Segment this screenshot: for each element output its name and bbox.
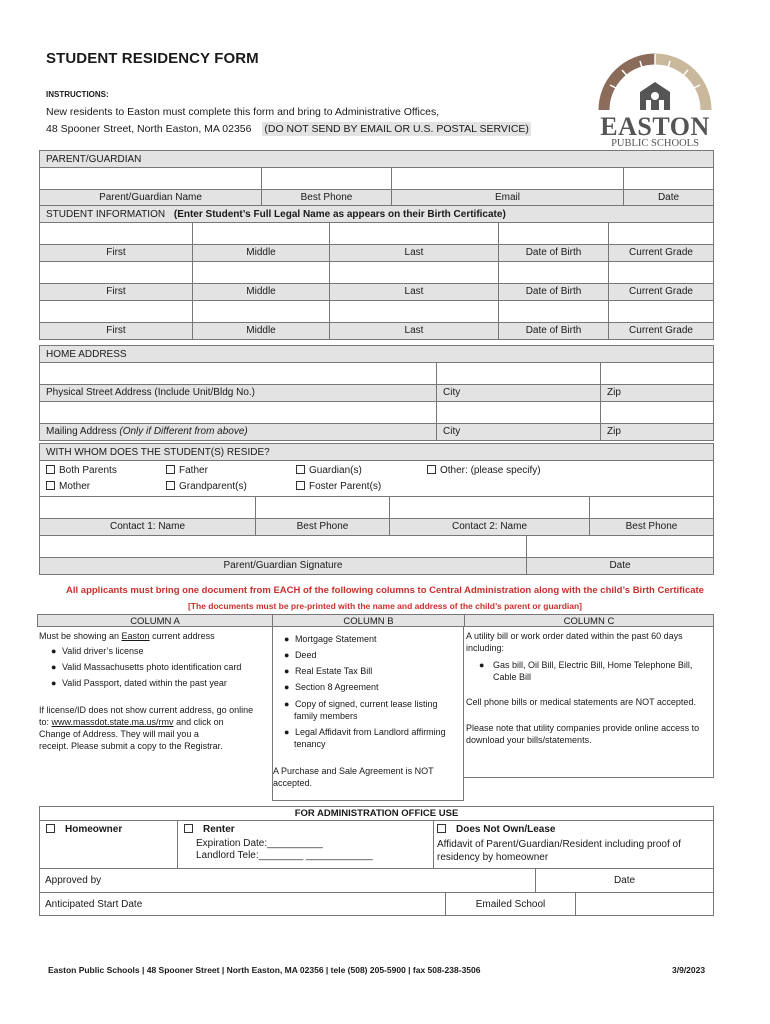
option-label: Other: (please specify) xyxy=(440,465,541,476)
student2-last-field[interactable] xyxy=(330,262,499,283)
student1-dob-field[interactable] xyxy=(499,223,609,244)
document-notice: All applicants must bring one document from EACH of the following columns to Central Administration along with the child’s Birth Certificate xyxy=(66,585,704,596)
student2-last-label: Last xyxy=(330,284,499,300)
student3-dob-field[interactable] xyxy=(499,301,609,322)
column-a-note-line: receipt. Please submit a copy to the Registrar. xyxy=(39,741,223,751)
home-address-section xyxy=(39,345,714,441)
contact2-phone-field[interactable] xyxy=(590,497,713,518)
column-a-item-text: Valid driver’s license xyxy=(61,646,144,656)
checkbox-icon xyxy=(296,481,305,490)
column-b-title: COLUMN B xyxy=(272,614,464,627)
student-info-title: STUDENT INFORMATION xyxy=(46,209,166,220)
column-a-note-post: and click on xyxy=(173,717,224,727)
physical-city-field[interactable] xyxy=(437,363,601,384)
column-c-title: COLUMN C xyxy=(464,614,714,627)
column-a-item-1: ● Valid driver’s license xyxy=(51,646,144,656)
affidavit-text: Affidavit of Parent/Guardian/Resident including proof of residency by homeowner xyxy=(437,839,681,863)
student2-dob-label: Date of Birth xyxy=(499,284,609,300)
instructions-label: INSTRUCTIONS: xyxy=(46,90,109,99)
column-b-item-5: ● Copy of signed, current lease listing family members xyxy=(284,699,438,721)
student3-last-field[interactable] xyxy=(330,301,499,322)
student3-grade-field[interactable] xyxy=(609,301,713,322)
parent-guardian-header: PARENT/GUARDIAN xyxy=(40,151,713,168)
column-b-item-text: Copy of signed, current lease listing family members xyxy=(294,699,438,721)
student2-middle-field[interactable] xyxy=(193,262,330,283)
landlord-phone-field[interactable]: Landlord Tele:________ ____________ xyxy=(196,850,373,861)
admin-date-label: Date xyxy=(613,875,636,886)
checkbox-icon xyxy=(427,465,436,474)
signature-field[interactable] xyxy=(40,536,527,557)
student1-first-field[interactable] xyxy=(40,223,193,244)
checkbox-icon xyxy=(166,465,175,474)
contact2-name-label: Contact 2: Name xyxy=(390,519,590,535)
column-c-intro: A utility bill or work order dated within the past 60 days including: xyxy=(466,631,683,653)
mailing-city-field[interactable] xyxy=(437,402,601,423)
student2-first-label: First xyxy=(40,284,193,300)
office-address: 48 Spooner Street, North Easton, MA 02356 xyxy=(46,123,252,135)
checkbox-icon xyxy=(437,824,446,833)
homeowner-option[interactable] xyxy=(40,821,178,868)
column-c-item: ● Gas bill, Oil Bill, Electric Bill, Home Telephone Bill, Cable Bill xyxy=(479,660,693,682)
student1-first-label: First xyxy=(40,245,193,261)
column-c-note-1: Cell phone bills or medical statements are NOT accepted. xyxy=(466,697,696,707)
start-date-field[interactable] xyxy=(40,893,446,915)
student3-middle-field[interactable] xyxy=(193,301,330,322)
option-other[interactable] xyxy=(427,465,541,476)
mailing-zip-label: Zip xyxy=(601,424,713,440)
column-a-item-text: Valid Massachusetts photo identification card xyxy=(61,662,242,672)
does-not-own-option[interactable] xyxy=(434,821,713,868)
admin-title: FOR ADMINISTRATION OFFICE USE xyxy=(40,807,713,821)
document-notice-sub: [The documents must be pre-printed with the name and address of the child’s parent or guardian] xyxy=(187,601,583,611)
reside-header: WITH WHOM DOES THE STUDENT(S) RESIDE? xyxy=(40,444,713,461)
document-columns xyxy=(37,614,714,788)
student3-grade-label: Current Grade xyxy=(609,323,713,339)
contact2-name-field[interactable] xyxy=(390,497,590,518)
signature-date-label: Date xyxy=(527,558,713,574)
option-mother[interactable] xyxy=(46,481,90,492)
parent-date-label: Date xyxy=(624,190,713,206)
column-a-item-3: ● Valid Passport, dated within the past year xyxy=(51,678,227,688)
parent-email-field[interactable] xyxy=(392,168,624,189)
instructions-line-1: New residents to Easton must complete this form and bring to Administrative Offices, xyxy=(46,106,440,118)
student2-middle-label: Middle xyxy=(193,284,330,300)
student3-first-field[interactable] xyxy=(40,301,193,322)
column-a-note-line: Change of Address. They will mail you a xyxy=(39,729,199,739)
footer-address: Easton Public Schools | 48 Spooner Street | North Easton, MA 02356 | tele (508) 205-5900 | fax 508-238-3506 xyxy=(48,965,481,975)
student1-grade-field[interactable] xyxy=(609,223,713,244)
column-b-item-2: ● Deed xyxy=(284,650,317,660)
checkbox-icon xyxy=(166,481,175,490)
column-b-item-1: ● Mortgage Statement xyxy=(284,634,377,644)
logo-arch-icon xyxy=(590,50,720,112)
student2-dob-field[interactable] xyxy=(499,262,609,283)
no-send-warning: (DO NOT SEND BY EMAIL OR U.S. POSTAL SERVICE) xyxy=(264,123,529,135)
column-a-intro-end: current address xyxy=(149,631,215,641)
student1-last-field[interactable] xyxy=(330,223,499,244)
option-father[interactable] xyxy=(166,465,208,476)
physical-address-field[interactable] xyxy=(40,363,437,384)
physical-zip-field[interactable] xyxy=(601,363,713,384)
column-a-note-line xyxy=(39,716,271,728)
column-a-intro-underline: Easton xyxy=(121,631,150,641)
parent-guardian-section xyxy=(39,150,714,207)
student-info-note: (Enter Student’s Full Legal Name as appears on their Birth Certificate) xyxy=(173,209,506,220)
student2-first-field[interactable] xyxy=(40,262,193,283)
column-b-item-3: ● Real Estate Tax Bill xyxy=(284,666,373,676)
physical-city-label: City xyxy=(437,385,601,401)
form-title: STUDENT RESIDENCY FORM xyxy=(46,50,259,67)
mailing-city-label: City xyxy=(437,424,601,440)
parent-phone-field[interactable] xyxy=(262,168,392,189)
column-a-item-2: ● Valid Massachusetts photo identification card xyxy=(51,662,242,672)
contact2-phone-label: Best Phone xyxy=(590,519,713,535)
contact1-phone-field[interactable] xyxy=(256,497,390,518)
column-a-note-pre: to: xyxy=(39,717,52,727)
mailing-address-field[interactable] xyxy=(40,402,437,423)
option-both-parents[interactable] xyxy=(46,465,117,476)
student1-grade-label: Current Grade xyxy=(609,245,713,261)
option-label: Grandparent(s) xyxy=(179,481,247,492)
signature-date-field[interactable] xyxy=(527,536,713,557)
column-a-title: COLUMN A xyxy=(37,614,272,627)
parent-email-label: Email xyxy=(392,190,624,206)
column-c-item-text: Gas bill, Oil Bill, Electric Bill, Home Telephone Bill, Cable Bill xyxy=(492,660,693,682)
contact1-name-field[interactable] xyxy=(40,497,256,518)
emailed-school-label: Emailed School xyxy=(475,899,546,910)
mailing-address-label xyxy=(40,424,437,440)
student2-grade-field[interactable] xyxy=(609,262,713,283)
column-c-note-2: Please note that utility companies provide online access to download your bills/statements. xyxy=(466,723,700,745)
homeowner-label: Homeowner xyxy=(65,824,123,835)
approved-by-field[interactable] xyxy=(40,869,536,892)
student1-last-label: Last xyxy=(330,245,499,261)
emailed-school-value[interactable] xyxy=(576,893,713,915)
rmv-link[interactable]: www.massdot.state.ma.us/rmv xyxy=(51,717,174,727)
column-a-item-text: Valid Passport, dated within the past year xyxy=(61,678,227,688)
column-b-note: A Purchase and Sale Agreement is NOT accepted. xyxy=(273,766,434,788)
student3-first-label: First xyxy=(40,323,193,339)
column-a-note-line: If license/ID does not show current address, go online xyxy=(39,705,254,715)
home-address-header: HOME ADDRESS xyxy=(40,346,713,363)
does-not-own-label: Does Not Own/Lease xyxy=(456,824,556,835)
option-grandparents[interactable] xyxy=(166,481,247,492)
mailing-zip-field[interactable] xyxy=(601,402,713,423)
mailing-address-text: Mailing Address xyxy=(46,426,117,437)
renter-option[interactable] xyxy=(178,821,434,868)
parent-name-label: Parent/Guardian Name xyxy=(40,190,262,206)
option-guardians[interactable] xyxy=(296,465,362,476)
contact1-name-label: Contact 1: Name xyxy=(40,519,256,535)
approved-by-label: Approved by xyxy=(45,875,102,886)
checkbox-icon xyxy=(46,824,55,833)
parent-phone-label: Best Phone xyxy=(262,190,392,206)
mailing-address-note: (Only if Different from above) xyxy=(119,426,248,437)
emailed-school-field[interactable] xyxy=(446,893,576,915)
column-b-item-text: Deed xyxy=(294,650,317,660)
reside-section xyxy=(39,443,714,575)
option-label: Guardian(s) xyxy=(309,465,362,476)
option-label: Foster Parent(s) xyxy=(309,481,382,492)
column-b-item-4: ● Section 8 Agreement xyxy=(284,682,379,692)
admin-date-field[interactable] xyxy=(536,869,713,892)
parent-name-field[interactable] xyxy=(40,168,262,189)
checkbox-icon xyxy=(46,465,55,474)
column-a-intro xyxy=(39,630,269,642)
contact1-phone-label: Best Phone xyxy=(256,519,390,535)
student1-middle-field[interactable] xyxy=(193,223,330,244)
column-b-item-text: Mortgage Statement xyxy=(294,634,377,644)
physical-zip-label: Zip xyxy=(601,385,713,401)
column-a-note xyxy=(39,704,271,752)
option-foster-parents[interactable] xyxy=(296,481,381,492)
column-a-intro-text: Must be showing an xyxy=(39,631,122,641)
student3-middle-label: Middle xyxy=(193,323,330,339)
logo-subtitle: PUBLIC SCHOOLS xyxy=(611,138,699,149)
column-b-item-6: ● Legal Affidavit from Landlord affirming tenancy xyxy=(284,727,446,749)
renter-label: Renter xyxy=(203,824,235,835)
student-info-section xyxy=(39,205,714,340)
reside-options xyxy=(40,461,713,497)
option-label: Both Parents xyxy=(59,465,117,476)
student1-dob-label: Date of Birth xyxy=(499,245,609,261)
admin-section xyxy=(39,806,714,916)
footer-date: 3/9/2023 xyxy=(672,965,706,975)
student-info-header xyxy=(40,206,713,223)
column-b-item-text: Legal Affidavit from Landlord affirming tenancy xyxy=(294,727,446,749)
parent-date-field[interactable] xyxy=(624,168,713,189)
logo-name: EASTON xyxy=(600,112,710,141)
student3-dob-label: Date of Birth xyxy=(499,323,609,339)
signature-label: Parent/Guardian Signature xyxy=(40,558,527,574)
checkbox-icon xyxy=(184,824,193,833)
option-label: Mother xyxy=(59,481,91,492)
physical-address-label: Physical Street Address (Include Unit/Bldg No.) xyxy=(40,385,437,401)
option-label: Father xyxy=(179,465,208,476)
expiration-date-field[interactable]: Expiration Date:__________ xyxy=(196,838,323,849)
student1-middle-label: Middle xyxy=(193,245,330,261)
instructions-line-2 xyxy=(46,123,531,135)
checkbox-icon xyxy=(46,481,55,490)
checkbox-icon xyxy=(296,465,305,474)
student3-last-label: Last xyxy=(330,323,499,339)
easton-logo xyxy=(590,50,720,149)
student2-grade-label: Current Grade xyxy=(609,284,713,300)
column-b-item-text: Section 8 Agreement xyxy=(294,682,379,692)
start-date-label: Anticipated Start Date xyxy=(45,899,143,910)
column-b-item-text: Real Estate Tax Bill xyxy=(294,666,373,676)
